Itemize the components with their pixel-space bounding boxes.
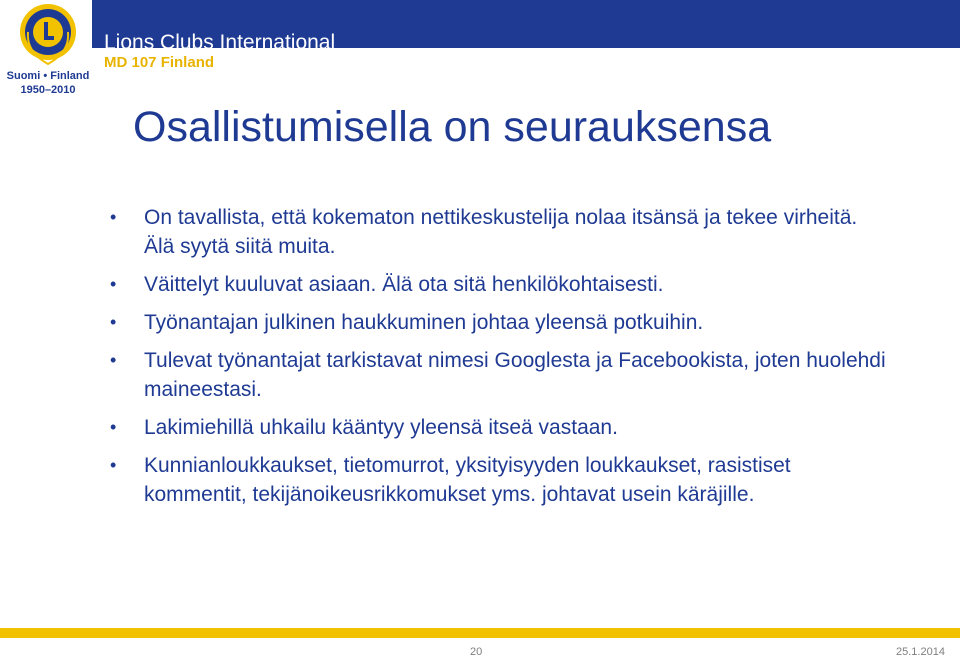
lions-logo [6,2,90,98]
bullet-list [110,203,890,518]
bullet-text: Työnantajan julkinen haukkuminen johtaa yleensä potkuihin. [144,311,704,334]
bullet-icon: • [110,350,117,370]
bullet-text: Kunnianloukkaukset, tietomurrot, yksityisyyden loukkaukset, rasistiset kommentit, tekijänoikeusrikkomukset yms. johtavat usein käräjille. [144,454,791,506]
lions-emblem-icon [18,2,78,68]
logo-years-text: 1950–2010 [20,84,76,96]
bullet-item [110,308,890,337]
slide-title: Osallistumisella on seurauksensa [133,103,772,151]
slide-date: 25.1.2014 [896,646,945,658]
bullet-text: Väittelyt kuuluvat asiaan. Älä ota sitä henkilökohtaisesti. [144,273,664,296]
page-number: 20 [470,646,483,658]
bullet-text: Lakimiehillä uhkailu kääntyy yleensä itseä vastaan. [144,416,618,439]
bullet-item [110,413,890,442]
bullet-item [110,203,890,261]
bullet-icon: • [110,417,117,437]
footer-band [0,628,960,638]
bullet-text: Tulevat työnantajat tarkistavat nimesi Googlesta ja Facebookista, joten huolehdi maineestasi. [144,349,886,401]
bullet-icon: • [110,455,117,475]
district-name: MD 107 Finland [104,54,215,71]
org-name: Lions Clubs International [104,31,336,54]
bullet-icon: • [110,274,117,294]
bullet-item [110,270,890,299]
bullet-icon: • [110,312,117,332]
logo-country-text: Suomi • Finland [6,70,90,82]
bullet-item [110,451,890,509]
bullet-item [110,346,890,404]
bullet-text: On tavallista, että kokematon nettikeskustelija nolaa itsänsä ja tekee virheitä. Älä syytä siitä muita. [144,206,858,258]
bullet-icon: • [110,207,117,227]
